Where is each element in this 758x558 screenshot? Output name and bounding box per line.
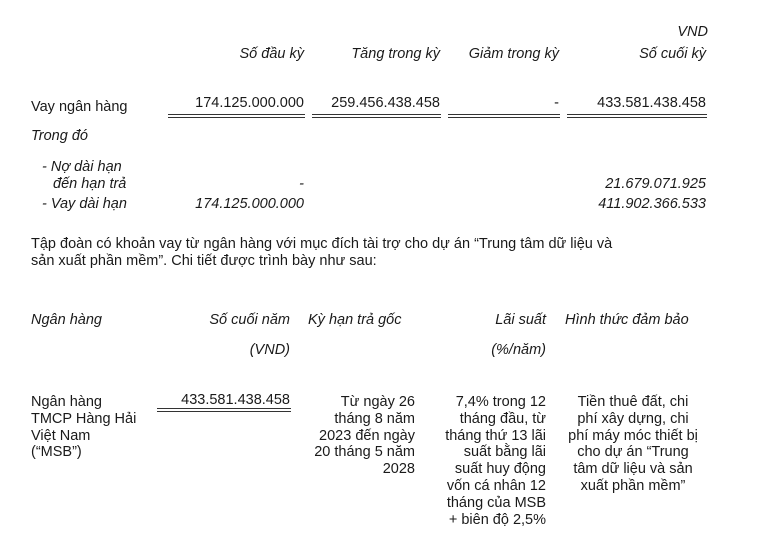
underline-closing-double xyxy=(567,117,707,118)
underline-opening xyxy=(168,114,305,115)
underline-increase xyxy=(312,114,441,115)
t2-collateral-cell xyxy=(548,394,718,495)
t2-rate-line: 7,4% trong 12 xyxy=(455,394,546,410)
current-portion-label-2: đến hạn trả xyxy=(53,176,127,192)
t2-collateral-line: xuất phần mềm” xyxy=(580,477,686,494)
t2-collateral-line: Tiền thuê đất, chi xyxy=(577,394,689,410)
t2-bank-cell xyxy=(31,394,161,461)
underline-opening-double xyxy=(168,117,305,118)
t2-rate-cell xyxy=(416,394,546,528)
t2-term-line: tháng 8 năm xyxy=(334,410,415,427)
header-closing: Số cuối kỳ xyxy=(639,46,706,62)
of-which-label: Trong đó xyxy=(31,128,88,144)
current-portion-label-1: - Nợ dài hạn xyxy=(42,159,122,175)
t2-header-collateral: Hình thức đảm bảo xyxy=(565,312,689,328)
t2-header-term: Kỳ hạn trả gốc xyxy=(308,312,402,328)
current-portion-opening: - xyxy=(299,176,304,192)
t2-rate-line: tháng của MSB xyxy=(446,494,546,511)
t2-term-line: Từ ngày 26 xyxy=(340,394,415,410)
t2-term-line: 2028 xyxy=(382,461,415,478)
t2-closing-value: 433.581.438.458 xyxy=(181,392,290,408)
loan-increase: 259.456.438.458 xyxy=(331,95,440,111)
t2-collateral-line: phí xây dựng, chi xyxy=(577,410,689,427)
long-term-closing: 411.902.366.533 xyxy=(598,196,706,212)
t2-header-rate: Lãi suất xyxy=(495,312,546,328)
t2-rate-line: tháng đầu, từ xyxy=(459,410,546,427)
paragraph-line-2: sản xuất phần mềm”. Chi tiết được trình bày như sau: xyxy=(31,253,377,269)
current-portion-closing: 21.679.071.925 xyxy=(605,176,706,192)
t2-bank-line: (“MSB”) xyxy=(31,444,82,461)
t2-rate-line: + biên độ 2,5% xyxy=(448,511,546,528)
t2-bank-line: Ngân hàng xyxy=(31,394,102,410)
underline-decrease xyxy=(448,114,560,115)
long-term-label: - Vay dài hạn xyxy=(42,196,127,212)
t2-term-cell xyxy=(285,394,415,478)
t2-underline-closing-double xyxy=(157,411,291,412)
underline-decrease-double xyxy=(448,117,560,118)
header-decrease: Giảm trong kỳ xyxy=(468,46,559,62)
loan-row-label: Vay ngân hàng xyxy=(31,99,128,115)
t2-header-rate-unit: (%/năm) xyxy=(491,342,546,358)
long-term-opening: 174.125.000.000 xyxy=(195,196,304,212)
t2-header-closing-unit: (VND) xyxy=(249,342,290,358)
t2-term-line: 20 tháng 5 năm xyxy=(314,444,415,461)
t2-collateral-line: cho dự án “Trung xyxy=(577,444,689,461)
t2-rate-line: suất bằng lãi xyxy=(463,444,546,461)
t2-collateral-line: tâm dữ liệu và sản xyxy=(573,461,693,478)
loan-opening: 174.125.000.000 xyxy=(195,95,304,111)
t2-bank-line: Việt Nam xyxy=(31,427,91,444)
currency-label: VND xyxy=(677,24,708,40)
underline-increase-double xyxy=(312,117,441,118)
t2-underline-closing xyxy=(157,408,291,409)
t2-rate-line: vốn cá nhân 12 xyxy=(446,477,546,494)
t2-rate-line: tháng thứ 13 lãi xyxy=(445,427,546,444)
loan-decrease: - xyxy=(554,95,559,111)
paragraph-line-1: Tập đoàn có khoản vay từ ngân hàng với mục đích tài trợ cho dự án “Trung tâm dữ liệu và xyxy=(31,236,613,252)
t2-term-line: 2023 đến ngày xyxy=(319,427,415,444)
t2-rate-line: suất huy động xyxy=(454,461,546,478)
t2-header-closing: Số cuối năm xyxy=(209,312,290,328)
header-increase: Tăng trong kỳ xyxy=(351,46,440,62)
cropped-text-remnant xyxy=(110,0,220,3)
header-opening: Số đầu kỳ xyxy=(239,46,304,62)
underline-closing xyxy=(567,114,707,115)
t2-bank-line: TMCP Hàng Hải xyxy=(31,410,137,427)
t2-collateral-line: phí máy móc thiết bị xyxy=(568,427,698,444)
loan-closing: 433.581.438.458 xyxy=(597,95,706,111)
t2-header-bank: Ngân hàng xyxy=(31,312,102,328)
